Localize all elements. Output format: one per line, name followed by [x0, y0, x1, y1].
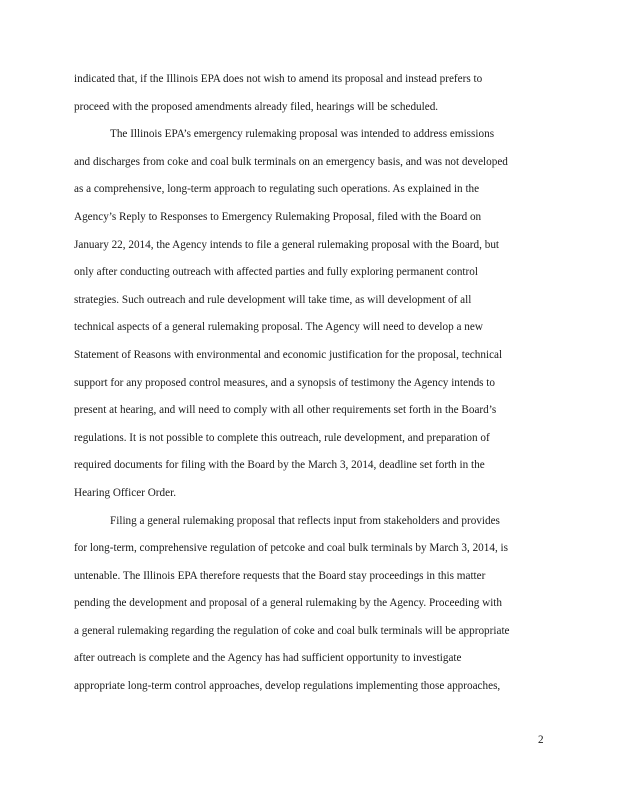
text-line: after outreach is complete and the Agency has had sufficient opportunity to investigate [74, 652, 462, 665]
page-number: 2 [538, 734, 544, 746]
text-line: The Illinois EPA’s emergency rulemaking proposal was intended to address emissions [110, 128, 495, 141]
text-line: Agency’s Reply to Responses to Emergency Rulemaking Proposal, filed with the Board on [74, 210, 482, 223]
text-line: and discharges from coke and coal bulk terminals on an emergency basis, and was not developed [74, 155, 508, 168]
text-line: a general rulemaking regarding the regulation of coke and coal bulk terminals will be appropriate [74, 624, 510, 637]
text-line: appropriate long-term control approaches, develop regulations implementing those approaches, [74, 680, 501, 693]
text-line: for long-term, comprehensive regulation of petcoke and coal bulk terminals by March 3, 2014, is [74, 542, 509, 555]
text-line: strategies. Such outreach and rule development will take time, as will development of all [74, 293, 472, 306]
text-line: indicated that, if the Illinois EPA does not wish to amend its proposal and instead prefers to [74, 73, 483, 85]
text-line: regulations. It is not possible to complete this outreach, rule development, and preparation of [74, 431, 490, 444]
text-line: Hearing Officer Order. [74, 486, 176, 499]
text-line: untenable. The Illinois EPA therefore requests that the Board stay proceedings in this matter [74, 569, 486, 582]
text-line: as a comprehensive, long-term approach to regulating such operations. As explained in the [74, 183, 480, 196]
text-line: January 22, 2014, the Agency intends to file a general rulemaking proposal with the Board, but [74, 238, 500, 251]
text-line: only after conducting outreach with affected parties and fully exploring permanent control [74, 266, 478, 279]
text-line: pending the development and proposal of a general rulemaking by the Agency. Proceeding with [74, 597, 503, 610]
text-line: Statement of Reasons with environmental and economic justification for the proposal, technical [74, 348, 503, 361]
text-line: proceed with the proposed amendments already filed, hearings will be scheduled. [74, 100, 439, 113]
text-line: Filing a general rulemaking proposal that reflects input from stakeholders and provides [110, 514, 500, 527]
text-line: present at hearing, and will need to comply with all other requirements set forth in the Board’s [74, 404, 497, 417]
body-text [74, 66, 549, 701]
text-line: support for any proposed control measures, and a synopsis of testimony the Agency intends to [74, 376, 496, 389]
text-line: required documents for filing with the Board by the March 3, 2014, deadline set forth in the [74, 459, 485, 472]
text-line: technical aspects of a general rulemaking proposal. The Agency will need to develop a new [74, 321, 483, 334]
